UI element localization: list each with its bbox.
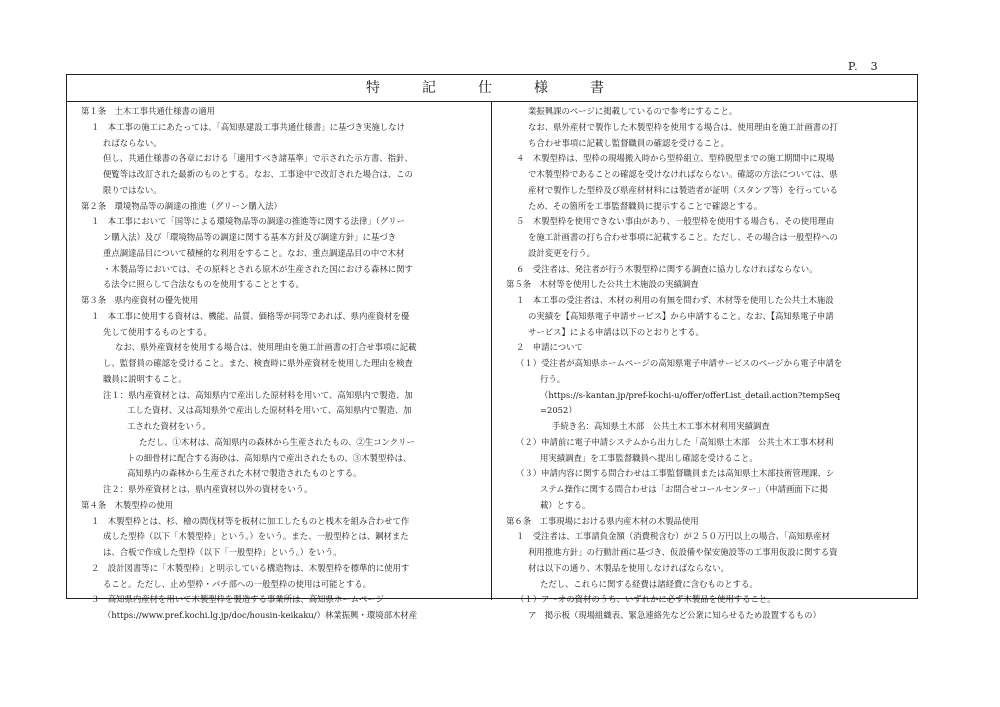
text-line: ため、その箇所を工事監督職員に提示することで確認とする。 xyxy=(528,200,763,211)
text-line: 第４条 木製型枠の使用 xyxy=(81,499,174,510)
text-line: 手続き名：高知県土木部 公共土木工事木材利用実績調査 xyxy=(552,421,770,431)
text-line: （３）申請内容に関する問合わせは工事監督職員または高知県土木部技術管理課、シ xyxy=(516,468,835,479)
text-line: ６ 受注者は、発注者が行う木製型枠に関する調査に協力しなければならない。 xyxy=(516,263,818,274)
text-line: 材は以下の通り、木製品を使用しなければならない。 xyxy=(528,562,729,573)
text-line: を施工計画書の打ち合わせ事項に記載すること。ただし、その場合は一般型枠への xyxy=(528,232,838,242)
text-line: 第２条 環境物品等の調達の推進（グリーン購入法） xyxy=(81,200,282,211)
text-line: １ 本工事に使用する資材は、機能、品質、価格等が同等であれば、県内産資材を優 xyxy=(91,310,410,321)
text-line: 先して使用するものとする。 xyxy=(103,326,212,337)
text-line: 工した資材、又は高知県外で産出した原材料を用いて、高知県内で製造、加 xyxy=(127,405,412,416)
text-line: サービス】による申請は以下のとおりとする。 xyxy=(528,326,704,337)
text-line: 載）とする。 xyxy=(540,499,591,510)
text-line: 第５条 木材等を使用した公共土木施設の実績調査 xyxy=(506,279,699,290)
text-line: ・木製品等においては、その原料とされる原木が生産された国における森林に関す xyxy=(103,263,413,274)
text-line: 設計変更を行う。 xyxy=(528,247,595,258)
text-line: る法令に照らして合法なものを使用することとする。 xyxy=(103,279,304,290)
text-line: （２）申請前に電子申請システムから出力した「高知県土木部 公共土木工事木材利 xyxy=(516,436,834,447)
text-line: 行う。 xyxy=(540,373,566,384)
text-line: ン購入法）及び「環境物品等の調達に関する基本方針及び調達方針」に基づき xyxy=(103,232,397,242)
text-line: なお、県外産資材を使用する場合は、使用理由を施工計画書の打合せ事項に記載 xyxy=(115,342,417,353)
text-line: 重点調達品目について積極的な利用をすること。なお、重点調達品目の中で木材 xyxy=(103,247,405,258)
text-line: （https://s-kantan.jp/pref-kochi-u/offer/offerList_detail.action?tempSeq xyxy=(540,389,841,400)
text-line: １ 受注者は、工事請負金額（消費税含む）が２５０万円以上の場合、「高知県産材 xyxy=(516,531,831,542)
text-line: ３ 高知県内産材を用いて木製型枠を製造する事業所は、高知県ホームページ xyxy=(91,594,384,605)
spec-document-frame xyxy=(66,74,918,620)
text-line: 職員に説明すること。 xyxy=(103,373,187,384)
text-line: １ 本工事の施工にあたっては、「高知県建設工事共通仕様書」に基づき実施しなけ xyxy=(91,121,406,132)
text-line: ればならない。 xyxy=(103,137,162,148)
text-line: 注２：県外産資材とは、県内産資材以外の資材をいう。 xyxy=(103,484,313,494)
text-line: 第３条 県内産資材の優先使用 xyxy=(81,295,199,305)
text-line: 工された資材をいう。 xyxy=(127,421,211,431)
text-line: ５ 木製型枠を使用できない事由があり、一般型枠を使用する場合も、その使用理由 xyxy=(516,216,835,227)
page-number: P. 3 xyxy=(848,60,879,73)
text-line: ること。ただし、止め型枠・パチ部への一般型枠の使用は可能とする。 xyxy=(103,578,371,589)
text-line: 高知県内の森林から生産された木材で製造されたものとする。 xyxy=(127,468,362,479)
text-line: 産材で製作した型枠及び県産材材料には製造者が証明（スタンプ等）を行っている xyxy=(528,184,838,195)
left-column xyxy=(67,102,492,620)
text-line: １ 木製型枠とは、杉、檜の間伐材等を板材に加工したものと桟木を組み合わせて作 xyxy=(91,515,410,526)
text-line: 成した型枠（以下「木製型枠」という。）をいう。また、一般型枠とは、鋼材また xyxy=(103,531,409,542)
text-line: ただし、①木材は、高知県内の森林から生産されたもの、②生コンクリー xyxy=(139,436,415,447)
text-line: は、合板で作成した型枠（以下「一般型枠」という。）をいう。 xyxy=(103,547,342,557)
text-line: ア 掲示板（現場組織表、緊急連絡先など公衆に知らせるため設置するもの） xyxy=(528,610,821,620)
text-line: 利用推進方針」の行動計画に基づき、仮設備や保安施設等の工事用仮設に関する資 xyxy=(528,547,838,557)
text-line: なお、県外産材で製作した木製型枠を使用する場合は、使用理由を施工計画書の打 xyxy=(528,121,838,132)
text-line: （１）受注者が高知県ホームページの高知県電子申請サービスのページから電子申請を xyxy=(516,358,843,368)
text-line: 第１条 土木工事共通仕様書の適用 xyxy=(81,106,215,116)
text-line: １ 本工事の受注者は、木材の利用の有無を問わず、木材等を使用した公共土木施設 xyxy=(516,295,834,305)
text-line: 限りではない。 xyxy=(103,184,162,195)
text-line: =2052） xyxy=(540,405,577,416)
text-line: 注１：県内産資材とは、高知県内で産出した原材料を用いて、高知県内で製造、加 xyxy=(103,389,413,400)
text-line: で木製型枠であることの確認を受けなければならない。確認の方法については、県 xyxy=(528,169,838,179)
text-line: ２ 申請について xyxy=(516,342,583,353)
text-line: （https://www.pref.kochi.lg.jp/doc/housin-keikaku/）林業振興・環境部木材産 xyxy=(103,610,418,620)
text-line: ただし、これらに関する経費は諸経費に含むものとする。 xyxy=(540,578,758,589)
text-line: 業振興課のページに掲載しているので参考にすること。 xyxy=(528,106,738,116)
text-line: 第６条 工事現場における県内産木材の木製品使用 xyxy=(506,515,699,526)
text-line: 便覧等は改訂された最新のものとする。なお、工事途中で改訂された場合は、この xyxy=(103,169,413,179)
text-line: 但し、共通仕様書の各章における「適用すべき諸基準」で示された示方書、指針、 xyxy=(103,153,413,164)
text-line: トの細骨材に配合する海砂は、高知県内で産出されたもの、③木製型枠は、 xyxy=(127,452,412,463)
text-line: し、監督員の確認を受けること。また、検査時に県外産資材を使用した理由を検査 xyxy=(103,358,413,368)
text-line: 用実績調査」を工事監督職員へ提出し確認を受けること。 xyxy=(540,452,758,463)
text-line: ２ 設計図書等に「木製型枠」と明示している構造物は、木製型枠を標準的に使用す xyxy=(91,562,410,573)
document-title: 特 記 仕 様 書 xyxy=(67,75,917,102)
text-line: の実績を【高知県電子申請サービス】から申請すること。なお、【高知県電子申請 xyxy=(528,310,834,321)
text-line: ち合わせ事項に記載し監督職員の確認を受けること。 xyxy=(528,137,729,148)
right-column xyxy=(492,102,917,620)
text-line: （１）ア～オの資材のうち、いずれかに必ず木製品を使用すること。 xyxy=(516,594,776,605)
text-line: ステム操作に関する問合わせは「お問合せコールセンター」（申請画面下に掲 xyxy=(540,484,828,494)
text-line: ４ 木製型枠は、型枠の現場搬入時から型枠組立、型枠脱型までの施工期間中に現場 xyxy=(516,153,835,164)
text-line: １ 本工事において「国等による環境物品等の調達の推進等に関する法律」（グリー xyxy=(91,216,406,227)
